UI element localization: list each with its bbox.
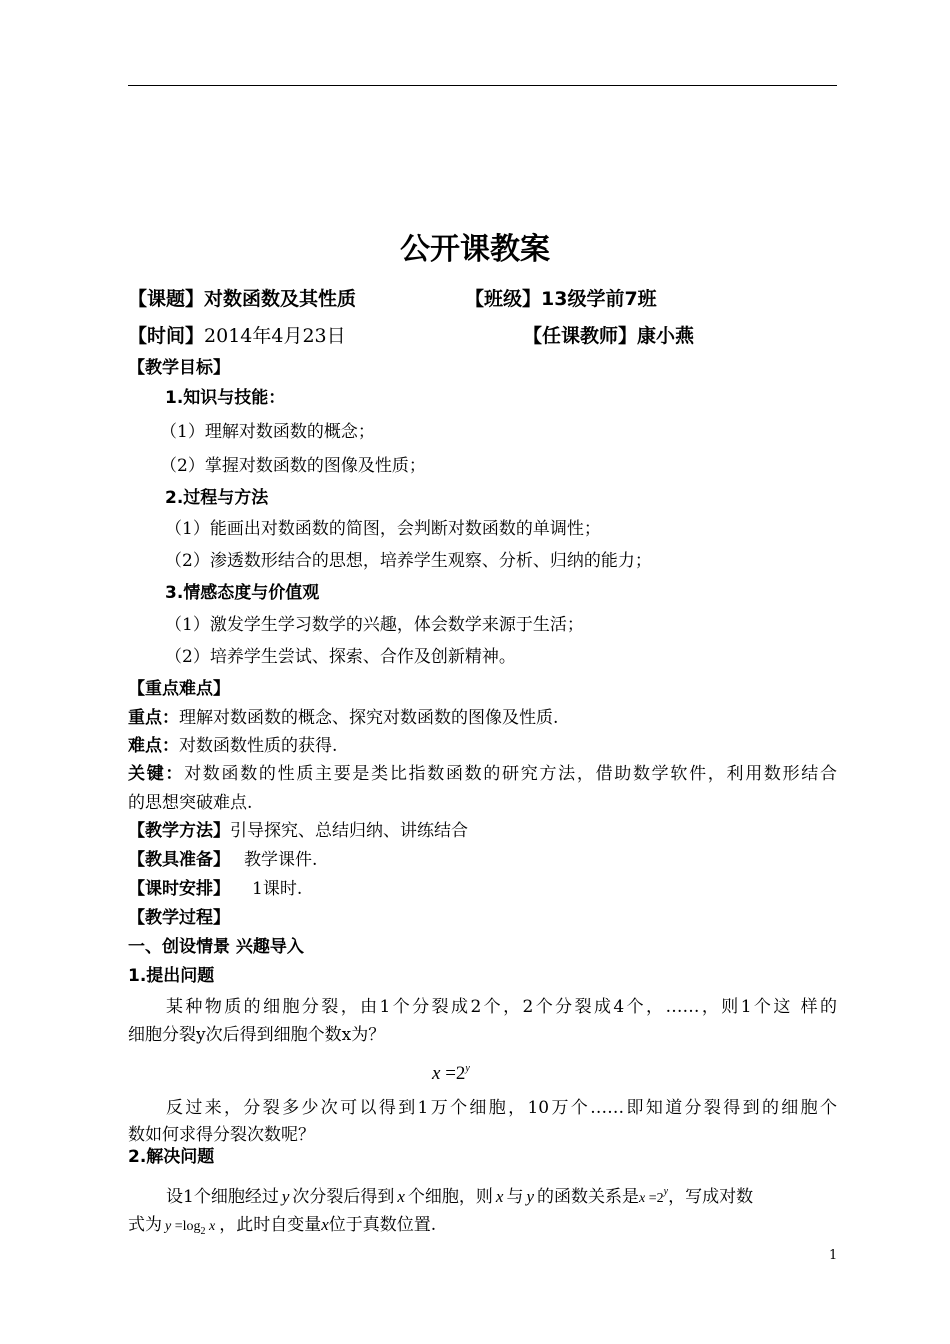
question-paragraph-line-2: 细胞分裂y次后得到细胞个数x为？: [128, 1025, 386, 1045]
var-x: x: [321, 1215, 329, 1234]
topic-row: [128, 286, 356, 312]
method-label: 【教学方法】: [128, 821, 230, 841]
formula-log-arg: x: [205, 1219, 216, 1234]
class-row: [465, 286, 657, 312]
tools-line: [128, 849, 317, 871]
time-row: [128, 323, 346, 349]
objective-section-3-title: 3.情感态度与价值观: [165, 583, 320, 603]
difficulty-line: [128, 735, 337, 757]
solve-text: 的函数关系是: [537, 1187, 640, 1207]
solve-text: 式为: [128, 1215, 162, 1235]
formula-lhs: y: [165, 1219, 172, 1234]
key-line-1: [128, 763, 837, 785]
difficulty-text: 对数函数性质的获得.: [179, 736, 338, 756]
var-y: y: [281, 1187, 290, 1206]
solve-paragraph-line-2: [128, 1214, 436, 1243]
formula-exponent: y: [663, 1186, 669, 1197]
page-title: 公开课教案: [400, 232, 550, 267]
focus-text: 理解对数函数的概念、探究对数函数的图像及性质.: [179, 708, 559, 728]
formula-eq: =2: [645, 1191, 664, 1206]
formula-log-text: =log: [171, 1219, 201, 1234]
solve-paragraph-line-1: [166, 1181, 753, 1210]
method-line: [128, 820, 468, 842]
objective-item: （1）理解对数函数的概念；: [160, 422, 375, 442]
formula-exponential: [432, 1058, 470, 1085]
formula-lhs: x: [432, 1063, 441, 1084]
time-value: 2014年4月23日: [204, 325, 346, 347]
header-rule: [128, 85, 837, 86]
objective-section-1-title: 1.知识与技能：: [165, 388, 286, 408]
solve-text: 与: [506, 1187, 524, 1207]
formula-exponent: y: [465, 1063, 470, 1074]
var-x: x: [397, 1187, 405, 1206]
focus-line: [128, 707, 558, 729]
formula-log-base: 2: [200, 1226, 206, 1237]
teacher-label: 【任课教师】: [523, 325, 638, 347]
solve-text: ，此时自变量: [219, 1215, 322, 1235]
reverse-paragraph-line-2: 数如何求得分裂次数呢？: [128, 1125, 315, 1145]
solve-text: 位于真数位置.: [328, 1215, 437, 1235]
key-text-1: 对数函数的性质主要是类比指数函数的研究方法，借助数学软件，利用数形结合: [184, 764, 837, 784]
schedule-line: [128, 878, 302, 900]
class-label: 【班级】: [465, 288, 542, 310]
page-number: 1: [829, 1248, 838, 1263]
process-heading: 【教学过程】: [128, 908, 230, 928]
teacher-row: [523, 323, 694, 349]
solve-text: 次分裂后得到: [292, 1187, 395, 1207]
difficulty-label: 难点：: [128, 736, 179, 756]
objective-item: （2）掌握对数函数的图像及性质；: [160, 456, 426, 476]
teacher-value: 康小燕: [637, 325, 695, 347]
tools-label: 【教具准备】: [128, 850, 230, 870]
topic-label: 【课题】: [128, 288, 205, 310]
inline-formula-exponential: [639, 1186, 669, 1206]
objective-item: （2）渗透数形结合的思想，培养学生观察、分析、归纳的能力；: [165, 551, 652, 571]
var-y: y: [526, 1187, 535, 1206]
formula-lhs: x: [639, 1191, 646, 1206]
reverse-paragraph-line-1: 反过来，分裂多少次可以得到1万个细胞，10万个……即知道分裂得到的细胞个: [166, 1098, 837, 1118]
time-label: 【时间】: [128, 325, 205, 347]
question-paragraph-line-1: 某种物质的细胞分裂，由1个分裂成2个，2个分裂成4个，……，则1个这 样的: [166, 997, 837, 1017]
solve-title: 2.解决问题: [128, 1147, 215, 1167]
objectives-heading: 【教学目标】: [128, 358, 230, 378]
solve-text: 个细胞，则: [407, 1187, 493, 1207]
formula-eq: =2: [440, 1063, 466, 1084]
objective-section-2-title: 2.过程与方法: [165, 488, 269, 508]
inline-formula-log: [165, 1219, 216, 1237]
key-line-2: 的思想突破难点.: [128, 793, 253, 813]
solve-text: ，写成对数: [668, 1187, 754, 1207]
objective-item: （2）培养学生尝试、探索、合作及创新精神。: [165, 647, 516, 667]
tools-text: 教学课件.: [244, 850, 318, 870]
var-x: x: [495, 1187, 504, 1206]
solve-text: 设1个细胞经过: [166, 1187, 279, 1207]
objective-item: （1）激发学生学习数学的兴趣，体会数学来源于生活；: [165, 615, 584, 635]
focus-label: 重点：: [128, 708, 179, 728]
class-value: 13级学前7班: [541, 288, 657, 310]
part1-title: 一、创设情景 兴趣导入: [128, 937, 304, 957]
keypoints-heading: 【重点难点】: [128, 679, 230, 699]
schedule-label: 【课时安排】: [128, 879, 230, 899]
schedule-text: 1课时.: [252, 879, 303, 899]
topic-value: 对数函数及其性质: [204, 288, 357, 310]
method-text: 引导探究、总结归纳、讲练结合: [230, 821, 468, 841]
question-title: 1.提出问题: [128, 966, 215, 986]
key-label: 关键：: [128, 764, 185, 784]
objective-item: （1）能画出对数函数的简图，会判断对数函数的单调性；: [165, 519, 601, 539]
